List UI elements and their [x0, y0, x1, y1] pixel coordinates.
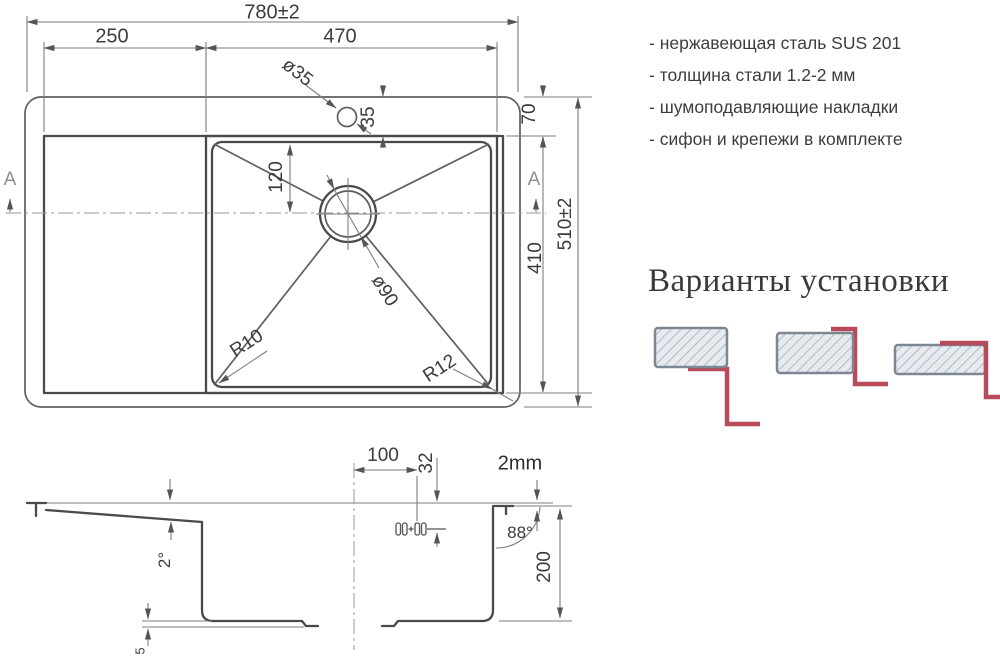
dim-bowl-width-label: 470: [323, 25, 357, 48]
dim-faucet-offset-label: 35: [358, 106, 379, 128]
feature-item: - нержавеющая сталь SUS 201: [649, 33, 902, 53]
dim-overflow-x-label: 100: [367, 445, 399, 466]
dim-bowl-depth-label: 200: [534, 551, 555, 583]
dim-total-depth-label: 510±2: [555, 197, 576, 251]
feature-item: - толщина стали 1.2-2 мм: [649, 65, 856, 85]
dim-faucet-diameter-label: ø35: [277, 54, 317, 91]
mount-diagram-flush: [777, 329, 888, 384]
feature-item: - шумоподавляющие накладки: [649, 97, 899, 117]
top-view-linework: [3, 97, 546, 407]
dim-radius-r12-label: R12: [419, 350, 461, 387]
feature-list: [649, 27, 903, 155]
dim-radius-r10-label: R10: [226, 325, 268, 362]
dim-edge-thickness-label: 2mm: [497, 452, 543, 475]
section-view-dimensions: [142, 458, 572, 646]
dim-bottom-offset-label: 5: [132, 647, 148, 655]
section-marker-right: A: [527, 169, 541, 190]
feature-item: - сифон и крепежи в комплекте: [649, 129, 903, 149]
dim-overflow-y-label: 32: [416, 452, 437, 474]
dim-bowl-length-label: 410: [525, 242, 546, 274]
installation-options-title: Варианты установки: [648, 263, 950, 299]
section-marker-left: A: [3, 169, 17, 190]
dim-drain-offset-label: 120: [266, 161, 287, 193]
dim-total-width-label: 780±2: [244, 1, 300, 24]
dim-drain-diameter-label: ø90: [366, 271, 403, 311]
section-view-linework: [27, 463, 553, 650]
mount-diagram-overlay: [895, 343, 1000, 397]
dim-slope-label: 2°: [155, 551, 174, 569]
faucet-hole: [338, 108, 357, 127]
dim-wall-angle-label: 88°: [507, 523, 533, 542]
dim-drainboard-width-label: 250: [95, 25, 129, 48]
mount-diagram-undermount: [655, 328, 760, 424]
overflow-hole-symbol: [396, 523, 446, 535]
dim-rim-top-label: 70: [519, 103, 540, 125]
